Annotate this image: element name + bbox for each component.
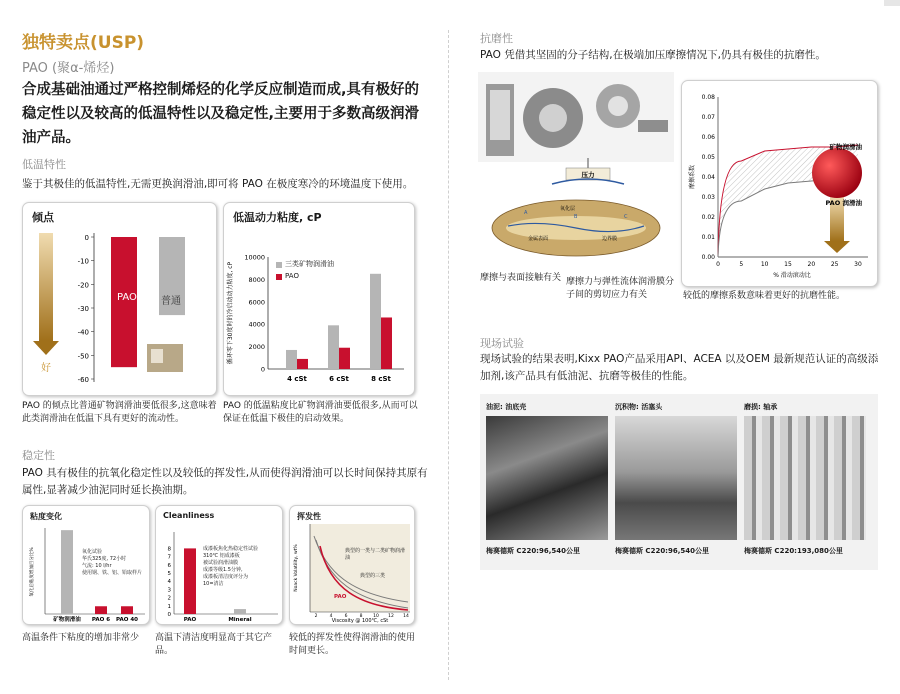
viscosity-tick-label: 8000 (248, 275, 265, 284)
viscchange-title: 粘度变化 (30, 512, 62, 521)
pourpoint-tick-label: 0 (84, 234, 89, 242)
viscchange-category-label: PAO 40 (115, 617, 139, 623)
stability-heading: 稳定性 (22, 449, 55, 462)
pourpoint-caption: PAO 的倾点比普通矿物润滑油要低很多,这意味着此类润滑油在低温下具有更好的流动性。 (22, 401, 217, 424)
viscchange-bar-0 (61, 530, 73, 614)
viscosity-bar-pao (381, 317, 392, 369)
pourpoint-tick-label: -10 (77, 257, 89, 266)
viscchange-bar-1 (95, 606, 107, 614)
photo1-label: 油泥: 油底壳 (486, 403, 527, 411)
page-title: 独特卖点(USP) (22, 33, 145, 53)
clean-note: 成漆板焦化热稳定性试验 310℃ 铝成漆板 被试验润滑油膜 成漆等级1.5分钟, 成漆板清洁度评分为 10=清洁 (203, 546, 259, 587)
pourpoint-tick-label: -50 (77, 352, 89, 361)
photo-piston (615, 416, 737, 540)
clean-tick-label: 0 (167, 612, 171, 618)
clean-bar-1 (234, 609, 246, 614)
friction-y-tick-label: 0.08 (701, 94, 715, 101)
clean-bar-0 (184, 548, 196, 614)
friction-x-tick-label: 5 (739, 261, 744, 268)
wear-illustration (478, 70, 678, 290)
clean-caption: 高温下清洁度明显高于其它产品。 (155, 633, 273, 656)
friction-x-label: % 滑动滚动比 (773, 272, 811, 279)
good-arrow-head (33, 341, 59, 355)
viscosity-chart (224, 203, 414, 395)
clean-tick-label: 5 (167, 571, 171, 577)
friction-y-label: 摩擦系数 (689, 164, 696, 190)
friction-mineral-label: 矿物润滑油 (829, 143, 862, 151)
volatility-tick-label: 12 (388, 614, 394, 619)
viscosity-title: 低温动力粘度, cP (233, 211, 322, 224)
pourpoint-tick-label: -60 (77, 376, 89, 384)
viscosity-tick-label: 0 (260, 365, 265, 374)
clean-tick-label: 3 (167, 587, 171, 594)
wear-caption-left: 摩擦与表面接触有关 (480, 273, 562, 283)
viscchange-note: 氧化试验 华氏325度, 72小时 气流: 10 l/hr 使用钢、铁、铝、铅取样片 (82, 549, 143, 576)
friction-y-tick-label: 0.06 (701, 134, 715, 141)
volatility-tick-label: 8 (359, 614, 363, 619)
pourpoint-title: 倾点 (32, 211, 54, 224)
friction-y-tick-label: 0.05 (701, 154, 715, 161)
field-heading: 现场试验 (480, 337, 524, 350)
legend-mineral-label: 三类矿物润滑油 (285, 260, 334, 268)
volatility-tick-label: 4 (329, 614, 333, 619)
clean-tick-label: 6 (167, 562, 171, 569)
photo2-caption: 梅赛德斯 C220:96,540公里 (615, 547, 709, 555)
clean-tick-label: 4 (167, 579, 171, 586)
viscosity-card (223, 202, 415, 396)
friction-x-tick-label: 30 (854, 261, 862, 268)
viscosity-bar-mineral (286, 350, 297, 369)
lowtemp-text: 鉴于其极佳的低温特性,无需更换润滑油,即可将 PAO 在极度寒冷的环境温度下使用。 (22, 178, 414, 190)
viscosity-tick-label: 6000 (248, 298, 265, 307)
viscchange-card (22, 505, 150, 625)
volatility-pao-label: PAO (334, 594, 347, 600)
friction-y-tick-label: 0.01 (701, 234, 715, 241)
volatility-tick-label: 14 (403, 614, 409, 619)
clean-tick-label: 1 (167, 603, 171, 610)
intro-paragraph: 合成基础油通过严格控制烯烃的化学反应制造而成,具有极好的稳定性以及较高的低温特性以及稳定性,主要用于多数高级润滑油产品。 (22, 82, 420, 146)
oxide-layer-label: 氧化层 (560, 206, 576, 212)
pressure-arrow (552, 179, 624, 184)
stability-text: PAO 具有极佳的抗氧化稳定性以及较低的挥发性,从而使得润滑油可以长时间保持其原有属性,显著减少油泥同时延长换油期。 (22, 467, 428, 496)
photo3-label: 磨损: 轴承 (744, 403, 778, 411)
viscosity-tick-label: 2000 (248, 343, 265, 352)
wear-heading: 抗磨性 (480, 32, 513, 45)
volatility-x-label: Viscosity @ 100℃, cSt (331, 618, 389, 624)
friction-y-tick-label: 0.04 (701, 174, 715, 181)
viscchange-y-label: 氧化后粘度增加百分比% (30, 547, 35, 597)
clean-card (155, 505, 283, 625)
boundary-film-label: 边界膜 (602, 236, 618, 242)
friction-card (681, 80, 878, 287)
photo3-caption: 梅赛德斯 C220:193,080公里 (744, 547, 843, 555)
clean-tick-label: 2 (167, 595, 171, 602)
wear-text: PAO 凭借其坚固的分子结构,在极端加压摩擦情况下,仍具有极佳的抗磨性。 (480, 49, 826, 61)
viscosity-bar-mineral (370, 274, 381, 369)
friction-y-tick-label: 0.00 (701, 254, 715, 261)
viscchange-category-label: PAO 6 (91, 617, 111, 623)
friction-pao-label: PAO 润滑油 (825, 199, 862, 207)
legend-pao-swatch (276, 274, 282, 280)
pressure-label: 压力 (581, 171, 595, 179)
good-arrow-shaft (39, 233, 53, 341)
friction-x-tick-label: 15 (784, 261, 792, 268)
diagram-b-label: B (574, 214, 578, 220)
volatility-y-label: Noack Volatility, wt% (294, 544, 299, 592)
lowtemp-heading: 低温特性 (22, 158, 66, 171)
viscosity-bar-pao (297, 359, 308, 369)
friction-x-tick-label: 10 (760, 261, 769, 268)
friction-x-tick-label: 20 (807, 261, 816, 268)
volatility-caption: 较低的挥发性使得润滑油的使用时间更长。 (289, 633, 416, 656)
volatility-tick-label: 10 (373, 614, 379, 619)
volatility-tick-label: 2 (314, 614, 318, 619)
viscchange-caption: 高温条件下粘度的增加非常少 (22, 633, 140, 643)
volatility-tick-label: 6 (344, 614, 348, 619)
friction-chart (682, 81, 877, 286)
friction-y-tick-label: 0.03 (701, 194, 715, 201)
good-label: 好 (41, 363, 51, 374)
pao-bar-label: PAO (117, 292, 137, 303)
viscosity-tick-label: 4000 (248, 320, 265, 329)
photo-bearing (744, 416, 866, 540)
friction-y-tick-label: 0.07 (701, 114, 715, 121)
friction-x-tick-label: 0 (716, 261, 720, 268)
diagram-c-label: C (624, 214, 628, 220)
page-subtitle: PAO (聚α-烯烃) (22, 61, 115, 76)
metal-surface-label: 金属表面 (528, 236, 549, 242)
shaft (638, 120, 668, 132)
photo1-caption: 梅赛德斯 C220:96,540公里 (486, 547, 580, 555)
photo2-label: 沉积物: 活塞头 (615, 403, 663, 411)
viscosity-tick-label: 10000 (244, 253, 265, 262)
diagram-a-label: A (524, 210, 528, 216)
pourpoint-card (22, 202, 217, 396)
gear-hub (539, 104, 567, 132)
photo-sump (486, 416, 608, 540)
clean-title: Cleanliness (163, 511, 215, 520)
normal-bar-label: 普通 (161, 296, 181, 307)
pourpoint-tick-label: -30 (77, 305, 89, 313)
piston (490, 90, 510, 140)
viscosity-category-label: 6 cSt (329, 375, 349, 383)
volatility-title: 挥发性 (297, 512, 321, 521)
volatility-card (289, 505, 415, 625)
clean-tick-label: 8 (167, 546, 171, 553)
column-divider (448, 30, 449, 680)
field-photos-panel (480, 394, 878, 570)
friction-arrow-head (824, 241, 850, 253)
friction-x-tick-label: 25 (830, 261, 839, 268)
friction-y-tick-label: 0.02 (701, 214, 715, 221)
pourpoint-tick-label: -20 (77, 281, 89, 290)
viscchange-bar-2 (121, 606, 133, 614)
wear-caption-mid: 摩擦力与弹性流体润滑膜分子间的剪切应力有关 (566, 277, 675, 300)
oil-photo-detail (151, 349, 163, 363)
viscosity-caption: PAO 的低温粘度比矿物润滑油要低很多,从而可以保证在低温下极佳的启动效果。 (223, 401, 418, 424)
wear-caption-right: 较低的摩擦系数意味着更好的抗磨性能。 (683, 291, 846, 301)
viscosity-y-label: 循环零下30度时的冷启动动力粘度, cP (227, 261, 234, 365)
clean-category-label: PAO (183, 617, 197, 623)
viscosity-bar-mineral (328, 325, 339, 369)
corner-mark (884, 0, 900, 6)
volatility-note-mid: 典型的三类 (360, 573, 386, 579)
legend-pao-label: PAO (285, 272, 299, 280)
viscosity-category-label: 4 cSt (287, 375, 307, 383)
friction-ball (812, 148, 862, 198)
volatility-chart (290, 506, 414, 624)
viscchange-category-label: 矿物润滑油 (53, 617, 81, 623)
viscosity-category-label: 8 cSt (371, 375, 391, 383)
legend-mineral-swatch (276, 262, 282, 268)
volatility-note-top: 典型的一类与二类矿物润滑油 (345, 548, 406, 561)
clean-tick-label: 7 (167, 554, 171, 561)
field-text: 现场试验的结果表明,Kixx PAO产品采用API、ACEA 以及OEM 最新规范认证的高级添加剂,该产品具有低油泥、抗磨等极佳的性能。 (480, 353, 879, 382)
clean-category-label: Mineral (228, 617, 252, 623)
pourpoint-tick-label: -40 (77, 328, 89, 337)
bearing-hub (608, 96, 628, 116)
viscosity-bar-pao (339, 348, 350, 369)
